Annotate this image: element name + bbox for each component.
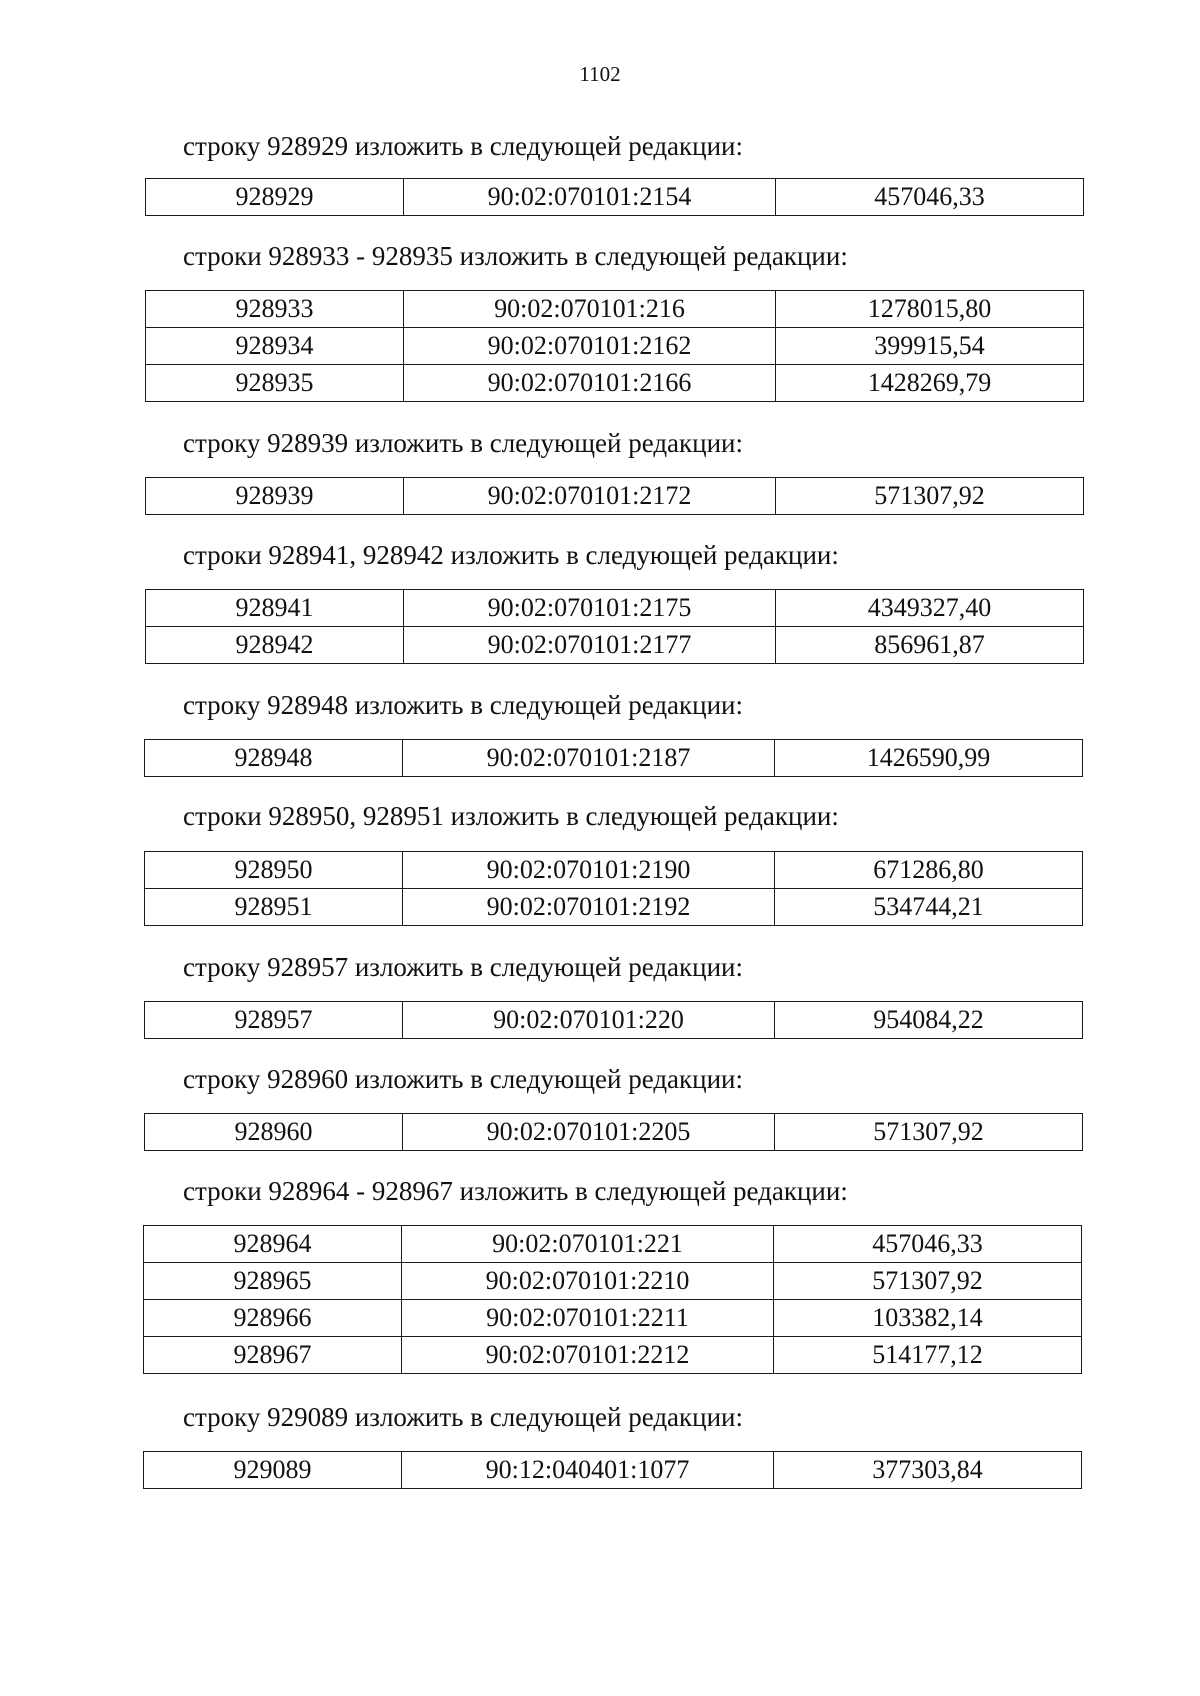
table-row — [146, 590, 1084, 627]
row-number-cell: 928935 — [146, 365, 404, 402]
value-cell: 534744,21 — [775, 889, 1083, 926]
value-cell: 1426590,99 — [775, 740, 1083, 777]
value-cell: 514177,12 — [774, 1337, 1082, 1374]
record-table — [144, 1001, 1083, 1039]
row-number-cell: 928957 — [145, 1002, 403, 1039]
cadastral-number-cell: 90:02:070101:2177 — [404, 627, 776, 664]
section-heading: строку 928960 изложить в следующей редакции: — [183, 1064, 744, 1094]
row-number-cell: 928933 — [146, 291, 404, 328]
row-number-cell: 928941 — [146, 590, 404, 627]
table-row — [145, 1114, 1083, 1151]
record-table — [144, 739, 1083, 777]
table-row — [145, 740, 1083, 777]
value-cell: 457046,33 — [774, 1226, 1082, 1263]
section-heading: строку 928957 изложить в следующей редакции: — [183, 952, 744, 982]
value-cell: 399915,54 — [776, 328, 1084, 365]
cadastral-number-cell: 90:02:070101:2154 — [404, 179, 776, 216]
row-number-cell: 928929 — [146, 179, 404, 216]
table-row — [146, 328, 1084, 365]
section-heading: строку 928939 изложить в следующей редакции: — [183, 428, 744, 458]
row-number-cell: 928960 — [145, 1114, 403, 1151]
value-cell: 671286,80 — [775, 852, 1083, 889]
table-row — [144, 1226, 1082, 1263]
table-row — [146, 627, 1084, 664]
row-number-cell: 928948 — [145, 740, 403, 777]
section-heading: строки 928941, 928942 изложить в следующей редакции: — [183, 540, 839, 570]
table-row — [146, 365, 1084, 402]
section-heading: строку 928929 изложить в следующей редакции: — [183, 131, 744, 161]
value-cell: 954084,22 — [775, 1002, 1083, 1039]
value-cell: 856961,87 — [776, 627, 1084, 664]
cadastral-number-cell: 90:02:070101:2192 — [403, 889, 775, 926]
cadastral-number-cell: 90:02:070101:2210 — [402, 1263, 774, 1300]
cadastral-number-cell: 90:02:070101:2205 — [403, 1114, 775, 1151]
table-row — [144, 1263, 1082, 1300]
row-number-cell: 928966 — [144, 1300, 402, 1337]
value-cell: 571307,92 — [774, 1263, 1082, 1300]
value-cell: 1278015,80 — [776, 291, 1084, 328]
value-cell: 571307,92 — [776, 478, 1084, 515]
cadastral-number-cell: 90:02:070101:2211 — [402, 1300, 774, 1337]
cadastral-number-cell: 90:02:070101:2172 — [404, 478, 776, 515]
cadastral-number-cell: 90:02:070101:2175 — [404, 590, 776, 627]
table-row — [146, 478, 1084, 515]
section-heading: строку 929089 изложить в следующей редакции: — [183, 1402, 744, 1432]
table-row — [144, 1337, 1082, 1374]
section-heading: строку 928948 изложить в следующей редакции: — [183, 690, 744, 720]
cadastral-number-cell: 90:02:070101:220 — [403, 1002, 775, 1039]
row-number-cell: 928942 — [146, 627, 404, 664]
record-table — [145, 477, 1084, 515]
row-number-cell: 928939 — [146, 478, 404, 515]
record-table — [143, 1451, 1082, 1489]
section-heading: строки 928950, 928951 изложить в следующей редакции: — [183, 801, 839, 831]
table-row — [145, 889, 1083, 926]
record-table — [145, 290, 1084, 402]
row-number-cell: 928934 — [146, 328, 404, 365]
cadastral-number-cell: 90:02:070101:2212 — [402, 1337, 774, 1374]
cadastral-number-cell: 90:02:070101:216 — [404, 291, 776, 328]
table-row — [145, 1002, 1083, 1039]
cadastral-number-cell: 90:02:070101:221 — [402, 1226, 774, 1263]
value-cell: 103382,14 — [774, 1300, 1082, 1337]
row-number-cell: 928950 — [145, 852, 403, 889]
cadastral-number-cell: 90:02:070101:2162 — [404, 328, 776, 365]
cadastral-number-cell: 90:02:070101:2190 — [403, 852, 775, 889]
table-row — [145, 852, 1083, 889]
row-number-cell: 928967 — [144, 1337, 402, 1374]
row-number-cell: 928965 — [144, 1263, 402, 1300]
record-table — [145, 589, 1084, 664]
record-table — [144, 851, 1083, 926]
row-number-cell: 929089 — [144, 1452, 402, 1489]
cadastral-number-cell: 90:12:040401:1077 — [402, 1452, 774, 1489]
value-cell: 4349327,40 — [776, 590, 1084, 627]
value-cell: 377303,84 — [774, 1452, 1082, 1489]
value-cell: 457046,33 — [776, 179, 1084, 216]
table-row — [146, 179, 1084, 216]
section-heading: строки 928933 - 928935 изложить в следующей редакции: — [183, 241, 848, 271]
value-cell: 1428269,79 — [776, 365, 1084, 402]
cadastral-number-cell: 90:02:070101:2166 — [404, 365, 776, 402]
page-number: 1102 — [579, 62, 621, 86]
section-heading: строки 928964 - 928967 изложить в следующей редакции: — [183, 1176, 848, 1206]
cadastral-number-cell: 90:02:070101:2187 — [403, 740, 775, 777]
row-number-cell: 928951 — [145, 889, 403, 926]
table-row — [144, 1452, 1082, 1489]
table-row — [146, 291, 1084, 328]
record-table — [144, 1113, 1083, 1151]
value-cell: 571307,92 — [775, 1114, 1083, 1151]
table-row — [144, 1300, 1082, 1337]
row-number-cell: 928964 — [144, 1226, 402, 1263]
record-table — [143, 1225, 1082, 1374]
record-table — [145, 178, 1084, 216]
